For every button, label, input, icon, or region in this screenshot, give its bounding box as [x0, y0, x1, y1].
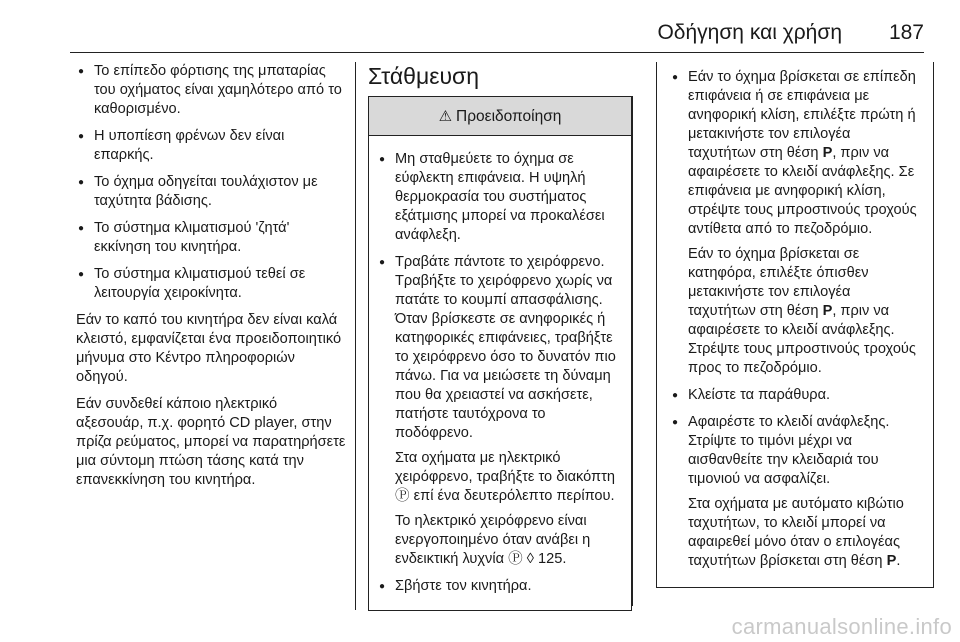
- sub-text: Εάν το όχημα βρίσκεται σε κατηφόρα, επιλέξτε όπισθεν μετακινήστε τον επιλογέα ταχυτήτων στη θέση: [688, 246, 869, 319]
- watermark: carmanualsonline.info: [731, 614, 952, 639]
- list-item-text: Σβήστε τον κινητήρα.: [395, 578, 532, 594]
- list-item-text: Εάν το όχημα βρίσκεται σε επίπεδη επιφάνεια ή σε επιφάνεια με ανηφορική κλίση, επιλέξτε πρώτη ή μετακινήστε τον επιλογέα ταχυτήτων στη θέση: [688, 69, 916, 161]
- sub-paragraph: [395, 449, 623, 506]
- page-number: 187: [888, 21, 924, 44]
- list-item: [670, 68, 918, 378]
- list-item-text: Τραβάτε πάντοτε το χειρόφρενο. Τραβήξτε το χειρόφρενο χωρίς να πατάτε το κουμπί απασφάλισης. Όταν βρίσκεστε σε ανηφορικές ή κατηφορικές επιφάνειες, τραβήξτε το χειρόφρενο όσο το δυνατόν πιο πάνω. Για να μειώσετε τη δύναμη που θα χρειαστεί να ασκήσετε, πατήστε ταυτόχρονα το ποδόφρενο.: [395, 254, 616, 441]
- list-item-text: Αφαιρέστε το κλειδί ανάφλεξης. Στρίψτε το τιμόνι μέχρι να αισθανθείτε την κλειδαριά του τιμονιού να ασφαλίζει.: [688, 414, 890, 487]
- sub-text: .: [896, 553, 901, 569]
- list-item: [377, 577, 623, 596]
- column-3-content: [662, 62, 926, 571]
- list-item: ● Η υποπίεση φρένων δεν είναι επαρκής.: [76, 127, 348, 165]
- page-header: [0, 0, 960, 56]
- list-item-text: , πριν να αφαιρέσετε το κλειδί ανάφλεξης. Σε επιφάνεια με ανηφορική κλίση, στρέψτε τους μπροστινούς τροχούς αντίθετα από το πεζοδρόμιο.: [688, 145, 917, 237]
- warning-box: [368, 96, 632, 611]
- sub-text: επί ένα δευτερόλεπτο περίπου.: [409, 488, 615, 504]
- sub-paragraph: [688, 245, 918, 378]
- warning-header: [369, 97, 631, 136]
- list-item: [670, 386, 918, 405]
- list-item: ● Το σύστημα κλιματισμού τεθεί σε λειτουργία χειροκίνητα.: [76, 265, 348, 303]
- warning-box-right-edge: [632, 96, 633, 606]
- list-item: ● Το όχημα οδηγείται τουλάχιστον με ταχύτητα βάδισης.: [76, 173, 348, 211]
- sub-paragraph: [395, 512, 623, 569]
- list-item: ● Το σύστημα κλιματισμού 'ζητά' εκκίνηση του κινητήρα.: [76, 219, 348, 257]
- sub-paragraph: [688, 495, 918, 571]
- sub-text: Στα οχήματα με ηλεκτρικό χειρόφρενο, τραβήξτε το διακόπτη: [395, 450, 616, 485]
- warning-triangle-icon: ⚠: [438, 107, 453, 125]
- list-item-text: Μη σταθμεύετε το όχημα σε εύφλεκτη επιφάνεια. Η υψηλή θερμοκρασία του συστήματος εξάτμισης μπορεί να προκαλέσει ανάφλεξη.: [395, 151, 605, 243]
- parking-brake-icon: Ⓟ: [395, 488, 410, 504]
- sub-text: , πριν να αφαιρέσετε το κλειδί ανάφλεξης. Στρέψτε τους μπροστινούς τροχούς προς το πεζοδρόμιο.: [688, 303, 916, 376]
- column-3: [662, 62, 926, 579]
- parking-brake-icon: Ⓟ: [508, 551, 523, 567]
- page-reference: ◊ 125.: [526, 551, 567, 567]
- gear-position: P: [886, 553, 897, 569]
- list-item-text: Κλείστε τα παράθυρα.: [688, 387, 831, 403]
- list-item: [377, 150, 623, 245]
- list-item: [670, 413, 918, 571]
- paragraph: Εάν συνδεθεί κάποιο ηλεκτρικό αξεσουάρ, π.χ. φορητό CD player, στην πρίζα ρεύματος, μπορεί να παρατηρήσετε μια σύντομη πτώση τάσης κατά την επανεκκίνηση του κινητήρα.: [76, 396, 346, 488]
- gear-position: P: [822, 303, 833, 319]
- list-item: ● Το επίπεδο φόρτισης της μπαταρίας του οχήματος είναι χαμηλότερο από το καθορισμένο.: [76, 62, 348, 119]
- warning-body: [369, 136, 631, 610]
- section-title: Στάθμευση: [368, 63, 480, 89]
- sub-text: Στα οχήματα με αυτόματο κιβώτιο ταχυτήτων, το κλειδί μπορεί να αφαιρεθεί μόνο όταν ο επιλογέας ταχυτήτων βρίσκεται στη θέση: [688, 496, 904, 569]
- sub-text: Το ηλεκτρικό χειρόφρενο είναι ενεργοποιημένο όταν ανάβει η ενδεικτική λυχνία: [395, 513, 591, 567]
- gear-position: P: [822, 145, 833, 161]
- column-divider: [355, 62, 356, 610]
- header-title: Οδήγηση και χρήση: [657, 21, 842, 44]
- warning-title: Προειδοποίηση: [456, 107, 562, 125]
- column-2: [368, 62, 632, 611]
- list-item: [377, 253, 623, 569]
- column-1: [76, 62, 348, 498]
- paragraph: Εάν το καπό του κινητήρα δεν είναι καλά κλειστό, εμφανίζεται ένα προειδοποιητικό μήνυμα στο Κέντρο πληροφοριών οδηγού.: [76, 312, 342, 385]
- header-divider: [70, 52, 924, 53]
